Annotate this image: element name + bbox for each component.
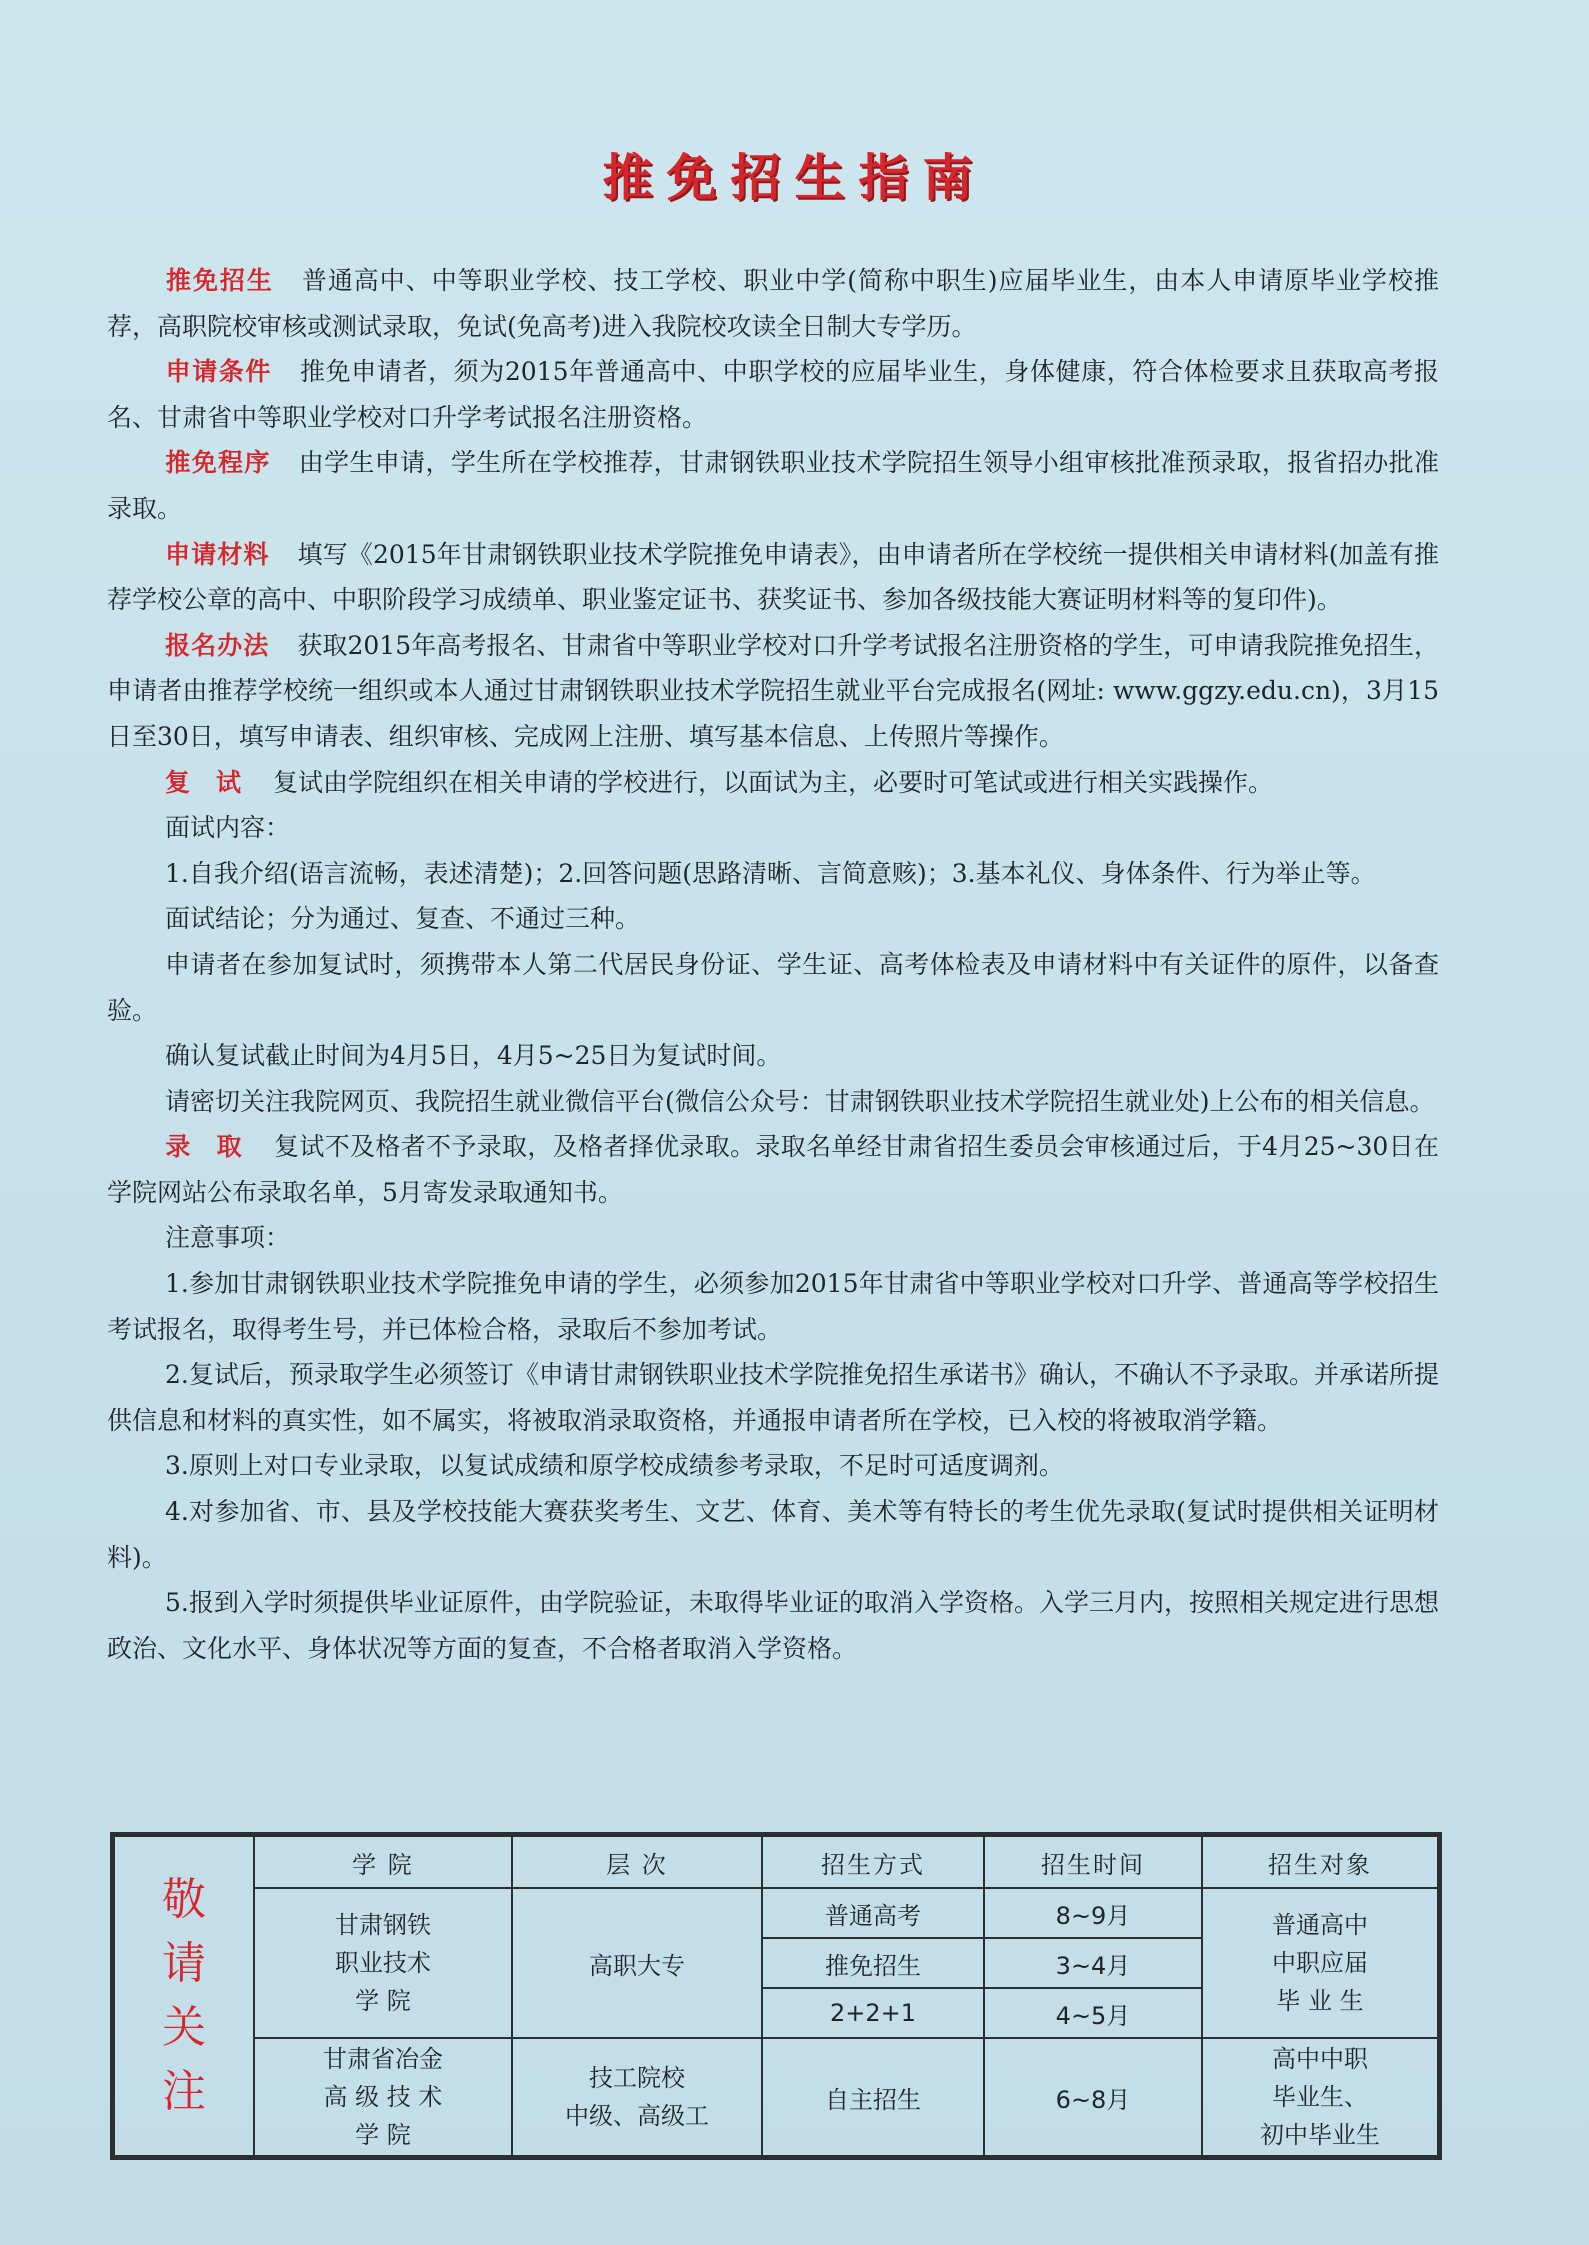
- section-label: 复试: [165, 767, 268, 797]
- note-item: 3.原则上对口专业录取，以复试成绩和原学校成绩参考录取，不足时可适度调剂。: [165, 1451, 1064, 1481]
- section-tuimian: [107, 258, 1439, 349]
- guide-body: [107, 258, 1439, 1671]
- note-item: 1.参加甘肃钢铁职业技术学院推免申请的学生，必须参加2015年甘肃省中等职业学校对口升学、普通高等学校招生考试报名，取得考生号，并已体检合格，录取后不参加考试。: [107, 1269, 1439, 1344]
- info-table: [113, 1835, 1439, 2157]
- interview-documents: 申请者在参加复试时，须携带本人第二代居民身份证、学生证、高考体检表及申请材料中有关证件的原件，以备查验。: [107, 949, 1439, 1025]
- section-text: 复试由学院组织在相关申请的学校进行，以面试为主，必要时可笔试或进行相关实践操作。: [273, 767, 1274, 797]
- header-target: 招生对象: [1202, 1836, 1438, 1888]
- time-cell: 8~9月: [984, 1888, 1202, 1938]
- section-text: 填写《2015年甘肃钢铁职业技术学院推免申请表》，由申请者所在学校统一提供相关申请材料(加盖有推荐学校公章的高中、中职阶段学习成绩单、职业鉴定证书、获奖证书、参加各级技能大赛证明材料等的复印件)。: [107, 539, 1439, 615]
- method-cell: 普通高考: [762, 1888, 984, 1938]
- section-text: 普通高中、中等职业学校、技工学校、职业中学(简称中职生)应届毕业生，由本人申请原毕业学校推荐，高职院校审核或测试录取，免试(免高考)进入我院校攻读全日制大专学历。: [107, 266, 1439, 341]
- target-cell: 高中中职 毕业生、 初中毕业生: [1202, 2038, 1438, 2156]
- section-label: 报名办法: [165, 630, 270, 660]
- section-procedure: [107, 440, 1439, 531]
- section-reexam: [107, 760, 1439, 806]
- note-item: 5.报到入学时须提供毕业证原件，由学院验证，未取得毕业证的取消入学资格。入学三月内，按照相关规定进行思想政治、文化水平、身体状况等方面的复查，不合格者取消入学资格。: [107, 1588, 1439, 1663]
- section-text: 获取2015年高考报名、甘肃省中等职业学校对口升学考试报名注册资格的学生，可申请我院推免招生，申请者由推荐学校统一组织或本人通过甘肃钢铁职业技术学院招生就业平台完成报名(网址: www.ggzy.edu.cn)，3月15日至30日，填写申请表、组织审核、完成网上注册、填写基本信息、上传照片等操作。: [107, 630, 1439, 751]
- time-cell: 3~4月: [984, 1938, 1202, 1988]
- header-college: 学 院: [254, 1836, 512, 1888]
- header-level: 层 次: [512, 1836, 762, 1888]
- section-label: 推免程序: [165, 448, 271, 478]
- interview-conclusion: 面试结论；分为通过、复查、不通过三种。: [165, 904, 641, 934]
- section-admission: [107, 1124, 1439, 1215]
- section-label: 申请条件: [165, 357, 273, 387]
- target-cell: 普通高中 中职应届 毕 业 生: [1202, 1888, 1438, 2038]
- level-higher-vocational: 高职大专: [512, 1888, 762, 2038]
- page-title: 推免招生指南: [602, 149, 987, 207]
- table-row: [114, 1888, 1438, 1938]
- section-text: 复试不及格者不予录取，及格者择优录取。录取名单经甘肃省招生委员会审核通过后，于4月25~30日在学院网站公布录取名单，5月寄发录取通知书。: [107, 1132, 1439, 1207]
- section-materials: [107, 532, 1439, 623]
- enrollment-info-table: [110, 1832, 1442, 2160]
- section-registration: [107, 623, 1439, 760]
- interview-deadline: 确认复试截止时间为4月5日，4月5~25日为复试时间。: [165, 1041, 782, 1071]
- attention-side-label: 敬 请 关 注: [114, 1836, 254, 2156]
- section-label: 录取: [165, 1132, 269, 1162]
- note-item: 2.复试后，预录取学生必须签订《申请甘肃钢铁职业技术学院推免招生承诺书》确认，不确认不予录取。并承诺所提供信息和材料的真实性，如不属实，将被取消录取资格，并通报申请者所在学校，已入校的将被取消学籍。: [107, 1360, 1439, 1435]
- section-conditions: [107, 349, 1439, 440]
- header-time: 招生时间: [984, 1836, 1202, 1888]
- section-text: 由学生申请，学生所在学校推荐，甘肃钢铁职业技术学院招生领导小组审核批准预录取，报省招办批准录取。: [107, 448, 1439, 523]
- time-cell: 6~8月: [984, 2038, 1202, 2156]
- table-row: [114, 2038, 1438, 2156]
- section-label: 申请材料: [165, 539, 270, 569]
- section-text: 推免申请者，须为2015年普通高中、中职学校的应届毕业生，身体健康，符合体检要求且获取高考报名、甘肃省中等职业学校对口升学考试报名注册资格。: [107, 357, 1439, 432]
- level-technical: 技工院校 中级、高级工: [512, 2038, 762, 2156]
- note-item: 4.对参加省、市、县及学校技能大赛获奖考生、文艺、体育、美术等有特长的考生优先录取(复试时提供相关证明材料)。: [107, 1497, 1439, 1572]
- interview-follow: 请密切关注我院网页、我院招生就业微信平台(微信公众号：甘肃钢铁职业技术学院招生就业处)上公布的相关信息。: [165, 1086, 1435, 1116]
- method-cell: 2+2+1: [762, 1988, 984, 2038]
- method-cell: 推免招生: [762, 1938, 984, 1988]
- interview-content-text: 1.自我介绍(语言流畅，表述清楚)；2.回答问题(思路清晰、言简意赅)；3.基本礼仪、身体条件、行为举止等。: [165, 858, 1376, 888]
- header-method: 招生方式: [762, 1836, 984, 1888]
- college-gansu-steel: 甘肃钢铁 职业技术 学 院: [254, 1888, 512, 2038]
- section-label: 推免招生: [165, 266, 274, 295]
- college-gansu-metallurgy: 甘肃省冶金 高 级 技 术 学 院: [254, 2038, 512, 2156]
- notes-title: 注意事项：: [165, 1223, 291, 1253]
- time-cell: 4~5月: [984, 1988, 1202, 2038]
- interview-content-title: 面试内容：: [165, 813, 291, 843]
- table-header-row: [114, 1836, 1438, 1888]
- method-cell: 自主招生: [762, 2038, 984, 2156]
